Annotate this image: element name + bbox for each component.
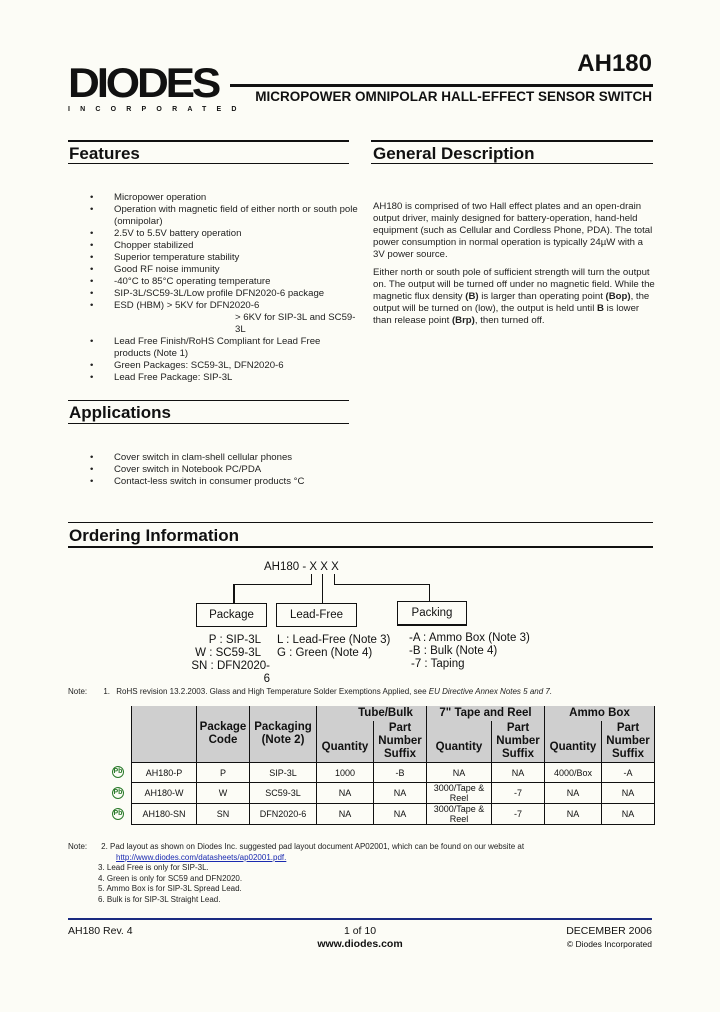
- note-text: RoHS revision 13.2.2003. Glass and High Temperature Solder Exemptions Applied, see: [116, 687, 429, 696]
- note-number: 4.: [98, 873, 105, 883]
- ordering-rule-bottom: [68, 546, 653, 548]
- applications-rule-bottom: [68, 423, 349, 424]
- header-rule: [230, 84, 653, 87]
- note-text: Green is only for SC59 and DFN2020.: [106, 873, 243, 883]
- footer-page: 1 of 10: [343, 925, 377, 937]
- logo-main-text: DIODES: [68, 59, 219, 106]
- table-row: [132, 763, 655, 783]
- note-text: Ammo Box is for SIP-3L Spread Lead.: [106, 884, 242, 893]
- note-1: [68, 687, 552, 696]
- feature-item: • SIP-3L/SC59-3L/Low profile DFN2020-6 package: [68, 288, 358, 300]
- cell: NA: [545, 804, 602, 825]
- note-text: Pad layout as shown on Diodes Inc. suggested pad layout document AP02001, which can be found on our website at: [110, 842, 525, 851]
- cell: SC59-3L: [250, 783, 317, 804]
- text: is lower than release point: [373, 303, 640, 326]
- note-number: 3.: [98, 863, 105, 872]
- applications-rule-top: [68, 400, 349, 401]
- feature-item: • Chopper stabilized: [68, 240, 358, 252]
- package-options: [190, 634, 270, 686]
- document-subtitle: MICROPOWER OMNIPOLAR HALL-EFFECT SENSOR SWITCH: [255, 89, 652, 104]
- text: , then turned off.: [474, 315, 545, 326]
- logo-sub-text: INCORPORATED: [68, 106, 247, 113]
- applications-title: Applications: [69, 403, 172, 422]
- cell: NA: [545, 783, 602, 804]
- cell: NA: [317, 783, 374, 804]
- col-header-suffix: Part Number Suffix: [374, 721, 427, 763]
- features-list: [68, 192, 358, 384]
- note-number: 2.: [101, 842, 108, 851]
- packing-option: -A : Ammo Box (Note 3): [409, 632, 530, 644]
- application-item: • Contact-less switch in consumer products °C: [68, 476, 358, 488]
- cell-part: AH180-SN: [132, 804, 197, 825]
- col-header-packaging: Packaging (Note 2): [250, 706, 317, 763]
- feature-item: • Operation with magnetic field of either north or south pole (omnipolar): [68, 204, 358, 228]
- packing-box: Packing: [397, 601, 467, 626]
- lead-free-box: Lead-Free: [276, 603, 357, 627]
- ordering-table: [131, 706, 655, 825]
- connector-line: [233, 584, 312, 585]
- cell: -7: [492, 783, 545, 804]
- note-number: 5.: [98, 884, 105, 893]
- packing-options: [409, 632, 530, 671]
- feature-item: • 2.5V to 5.5V battery operation: [68, 228, 358, 240]
- cell: NA: [602, 783, 655, 804]
- note-number: 6.: [98, 894, 105, 904]
- group-header-ammo-box: Ammo Box: [545, 706, 655, 721]
- description-title: General Description: [373, 144, 535, 163]
- cell: NA: [317, 804, 374, 825]
- text: , the output will be turned on (low), the output is held until: [373, 291, 650, 314]
- connector-line: [334, 584, 430, 585]
- table-row: [132, 804, 655, 825]
- datasheet-link[interactable]: http://www.diodes.com/datasheets/ap02001.pdf.: [116, 852, 287, 862]
- footer-rule: [68, 918, 652, 920]
- rohs-leadfree-icon: Pb: [112, 766, 124, 778]
- note-label: Note:: [68, 687, 88, 696]
- text-b: B: [597, 303, 604, 314]
- col-header-part: [132, 706, 197, 763]
- cell: NA: [602, 804, 655, 825]
- text-b: (B): [465, 291, 479, 302]
- leadfree-options: [277, 634, 390, 660]
- text-bop: (Bop): [605, 291, 631, 302]
- package-option: W : SC59-3L: [195, 647, 261, 659]
- ordering-title: Ordering Information: [69, 526, 239, 545]
- applications-list: [68, 452, 358, 488]
- connector-line: [311, 574, 312, 584]
- application-item: • Cover switch in Notebook PC/PDA: [68, 464, 358, 476]
- footer-copyright: © Diodes Incorporated: [566, 939, 652, 949]
- cell: SIP-3L: [250, 763, 317, 783]
- col-header-suffix: Part Number Suffix: [602, 721, 655, 763]
- feature-item: • ESD (HBM) > 5KV for DFN2020-6: [68, 300, 358, 312]
- col-header-quantity: Quantity: [427, 721, 492, 763]
- features-title: Features: [69, 144, 140, 163]
- cell: 3000/Tape & Reel: [427, 783, 492, 804]
- package-option: P : SIP-3L: [208, 634, 261, 646]
- description-paragraph-1: AH180 is comprised of two Hall effect plates and an open-drain output driver, mainly designed for battery-operation, hand-held equipment (such as Cellular and Cordless Phone, PDA). The total power consumption in normal operation is typically 24µW with a 3V power source.: [373, 201, 653, 260]
- notes-block: [68, 842, 524, 905]
- cell: -A: [602, 763, 655, 783]
- package-box: Package: [196, 603, 267, 627]
- note-text: Lead Free is only for SIP-3L.: [106, 863, 209, 872]
- note-text: Bulk is for SIP-3L Straight Lead.: [106, 894, 221, 904]
- group-header-tube-bulk: Tube/Bulk: [317, 706, 427, 721]
- footer-website[interactable]: www.diodes.com: [317, 938, 403, 950]
- cell: NA: [374, 804, 427, 825]
- cell: 1000: [317, 763, 374, 783]
- footer-date: DECEMBER 2006: [566, 925, 652, 937]
- feature-esd-second-line: > 6KV for SIP-3L and SC59-3L: [235, 312, 356, 335]
- cell: W: [197, 783, 250, 804]
- packing-option: -7 : Taping: [411, 658, 465, 670]
- feature-item: • Lead Free Package: SIP-3L: [68, 372, 358, 384]
- text-brp: (Brp): [451, 315, 475, 326]
- note-italic: EU Directive Annex Notes 5 and 7.: [428, 687, 553, 696]
- feature-item: • Superior temperature stability: [68, 252, 358, 264]
- ordering-table-wrap: [131, 706, 655, 825]
- cell: P: [197, 763, 250, 783]
- feature-item: • Lead Free Finish/RoHS Compliant for Lead Free products (Note 1): [68, 336, 358, 360]
- col-header-quantity: Quantity: [545, 721, 602, 763]
- text: Either north or south pole of sufficient strength will turn the output on. The output will be turned off under no magnetic field. While the magnetic flux density: [373, 267, 655, 302]
- cell: SN: [197, 804, 250, 825]
- cell: 3000/Tape & Reel: [427, 804, 492, 825]
- text: is larger than operating point: [478, 291, 606, 302]
- features-rule-bottom: [68, 163, 349, 164]
- package-option: SN : DFN2020-6: [191, 660, 270, 685]
- cell: 4000/Box: [545, 763, 602, 783]
- ordering-rule-top: [68, 522, 653, 523]
- features-rule-top: [68, 140, 349, 142]
- leadfree-option: G : Green (Note 4): [277, 647, 373, 659]
- cell: -7: [492, 804, 545, 825]
- col-header-package-code: Package Code: [197, 706, 250, 763]
- packing-option: -B : Bulk (Note 4): [409, 645, 498, 657]
- cell: NA: [492, 763, 545, 783]
- cell-part: AH180-W: [132, 783, 197, 804]
- connector-line: [322, 574, 323, 603]
- part-number: AH180: [577, 50, 652, 77]
- connector-line: [233, 584, 235, 603]
- note-label: Note:: [68, 842, 88, 851]
- footer-revision: AH180 Rev. 4: [68, 925, 133, 937]
- application-item: • Cover switch in clam-shell cellular phones: [68, 452, 358, 464]
- note-number: 1.: [103, 687, 111, 696]
- diodes-logo: [68, 59, 248, 113]
- rohs-leadfree-icon: Pb: [112, 808, 124, 820]
- cell: -B: [374, 763, 427, 783]
- feature-item: • Micropower operation: [68, 192, 358, 204]
- description-rule-top: [371, 140, 653, 142]
- cell: NA: [374, 783, 427, 804]
- group-header-tape-reel: 7" Tape and Reel: [427, 706, 545, 721]
- cell-part: AH180-P: [132, 763, 197, 783]
- feature-item: • Good RF noise immunity: [68, 264, 358, 276]
- table-row: [132, 783, 655, 804]
- cell: DFN2020-6: [250, 804, 317, 825]
- col-header-quantity: Quantity: [317, 721, 374, 763]
- feature-item: • -40°C to 85°C operating temperature: [68, 276, 358, 288]
- ordering-code: AH180 - X X X: [264, 561, 339, 573]
- rohs-leadfree-icon: Pb: [112, 787, 124, 799]
- connector-line: [334, 574, 335, 584]
- leadfree-option: L : Lead-Free (Note 3): [277, 634, 391, 646]
- description-paragraph-2: [373, 267, 655, 327]
- col-header-suffix: Part Number Suffix: [492, 721, 545, 763]
- cell: NA: [427, 763, 492, 783]
- feature-item: • Green Packages: SC59-3L, DFN2020-6: [68, 360, 358, 372]
- description-rule-bottom: [371, 163, 653, 164]
- connector-line: [429, 584, 430, 601]
